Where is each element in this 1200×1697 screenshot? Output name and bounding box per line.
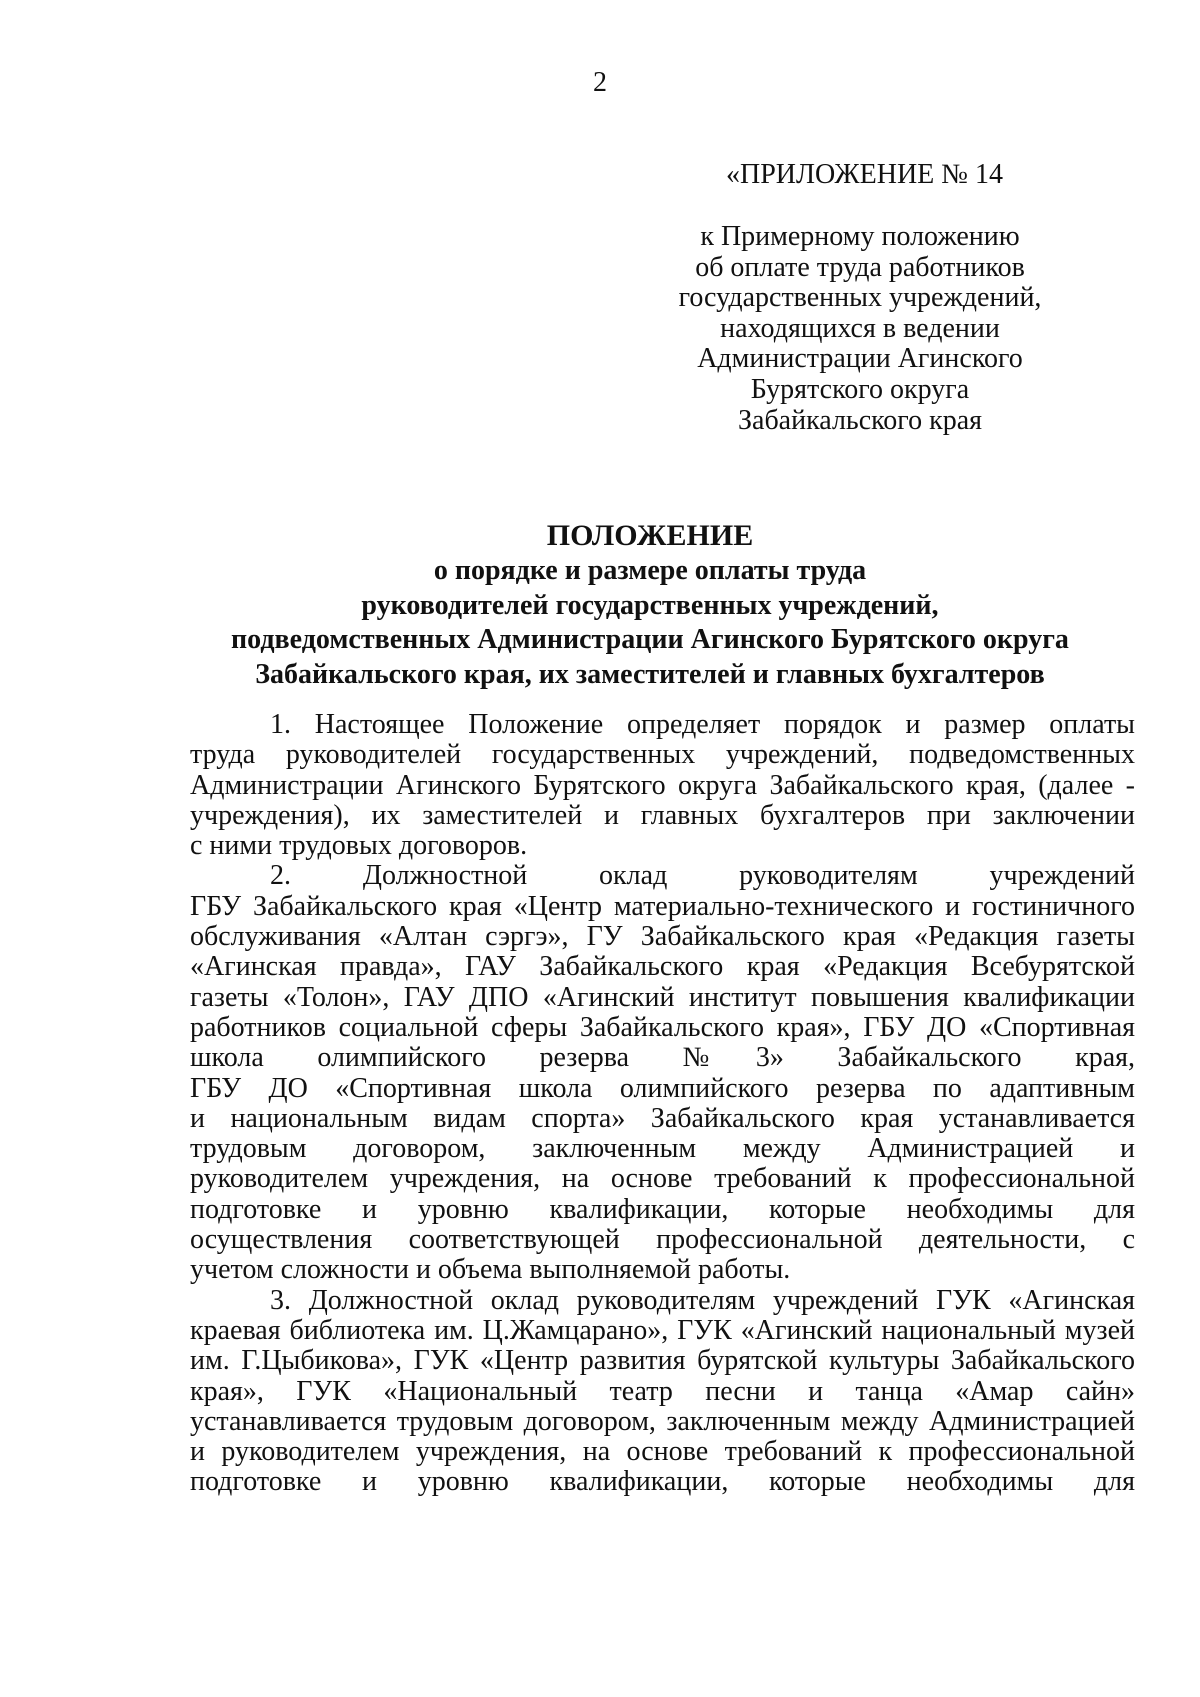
- text-line: края», ГУК «Национальный театр песни и танца «Амар сайн»: [190, 1375, 1135, 1407]
- appendix-line: об оплате труда работников: [695, 251, 1025, 283]
- heading-subtitle-line: подведомственных Администрации Агинского Бурятского округа: [231, 624, 1069, 655]
- text-line: 3. Должностной оклад руководителям учреждений ГУК «Агинская: [270, 1284, 1135, 1316]
- appendix-title: «ПРИЛОЖЕНИЕ № 14: [726, 159, 1003, 190]
- text-line: газеты «Толон», ГАУ ДПО «Агинский институт повышения квалификации: [190, 981, 1135, 1013]
- paragraph-1: [190, 710, 1135, 861]
- appendix-line: государственных учреждений,: [678, 282, 1042, 314]
- text-line: и руководителем учреждения, на основе требований к профессиональной: [190, 1436, 1135, 1468]
- text-line: учетом сложности и объема выполняемой работы.: [190, 1254, 791, 1286]
- appendix-line: находящихся в ведении: [720, 312, 1000, 344]
- page-number: 2: [593, 67, 607, 98]
- text-line: работников социальной сферы Забайкальского края», ГБУ ДО «Спортивная: [190, 1011, 1135, 1043]
- appendix-line: Забайкальского края: [737, 404, 982, 436]
- text-line: и национальным видам спорта» Забайкальского края устанавливается: [190, 1102, 1135, 1134]
- text-line: осуществления соответствующей профессиональной деятельности, с: [190, 1224, 1135, 1256]
- document-heading: [150, 518, 1150, 692]
- appendix-line: к Примерному положению: [700, 221, 1020, 252]
- text-line: ГБУ ДО «Спортивная школа олимпийского резерва по адаптивным: [190, 1072, 1135, 1104]
- text-line: подготовке и уровню квалификации, которые необходимы для: [190, 1193, 1135, 1225]
- text-line: обслуживания «Алтан сэргэ», ГУ Забайкальского края «Редакция газеты: [190, 921, 1135, 953]
- heading-subtitle-line: о порядке и размере оплаты труда: [433, 555, 867, 586]
- text-line: подготовке и уровню квалификации, которые необходимы для: [190, 1466, 1135, 1498]
- heading-subtitle-line: руководителей государственных учреждений,: [361, 589, 939, 621]
- text-line: учреждения), их заместителей и главных бухгалтеров при заключении: [190, 799, 1135, 831]
- text-line: ГБУ Забайкальского края «Центр материально-технического и гостиничного: [190, 890, 1135, 922]
- text-line: устанавливается трудовым договором, заключенным между Администрацией: [190, 1405, 1135, 1437]
- text-line: трудовым договором, заключенным между Администрацией и: [190, 1133, 1135, 1165]
- text-line: труда руководителей государственных учреждений, подведомственных: [190, 739, 1135, 771]
- appendix-reference: [660, 222, 1060, 436]
- text-line: краевая библиотека им. Ц.Жамцарано», ГУК «Агинский национальный музей: [190, 1314, 1135, 1346]
- text-line: «Агинская правда», ГАУ Забайкальского края «Редакция Всебурятской: [190, 951, 1135, 983]
- paragraph-3: [190, 1286, 1135, 1498]
- text-line: школа олимпийского резерва №3» Забайкальского края,: [190, 1042, 1135, 1074]
- text-line: руководителем учреждения, на основе требований к профессиональной: [190, 1163, 1135, 1195]
- text-line: 2. Должностной оклад руководителям учреждений: [270, 860, 1135, 892]
- text-line: им. Г.Цыбикова», ГУК «Центр развития бурятской культуры Забайкальского: [190, 1345, 1135, 1377]
- appendix-line: Администрации Агинского: [697, 343, 1023, 375]
- heading-title: ПОЛОЖЕНИЕ: [546, 519, 754, 552]
- text-line: Администрации Агинского Бурятского округа Забайкальского края, (далее -: [190, 769, 1135, 801]
- paragraph-2: [190, 861, 1135, 1285]
- document-body: [190, 710, 1135, 1498]
- heading-subtitle-line: Забайкальского края, их заместителей и главных бухгалтеров: [255, 658, 1045, 690]
- appendix-line: Бурятского округа: [750, 373, 970, 405]
- text-line: 1. Настоящее Положение определяет порядок и размер оплаты: [270, 709, 1135, 740]
- text-line: с ними трудовых договоров.: [190, 830, 528, 862]
